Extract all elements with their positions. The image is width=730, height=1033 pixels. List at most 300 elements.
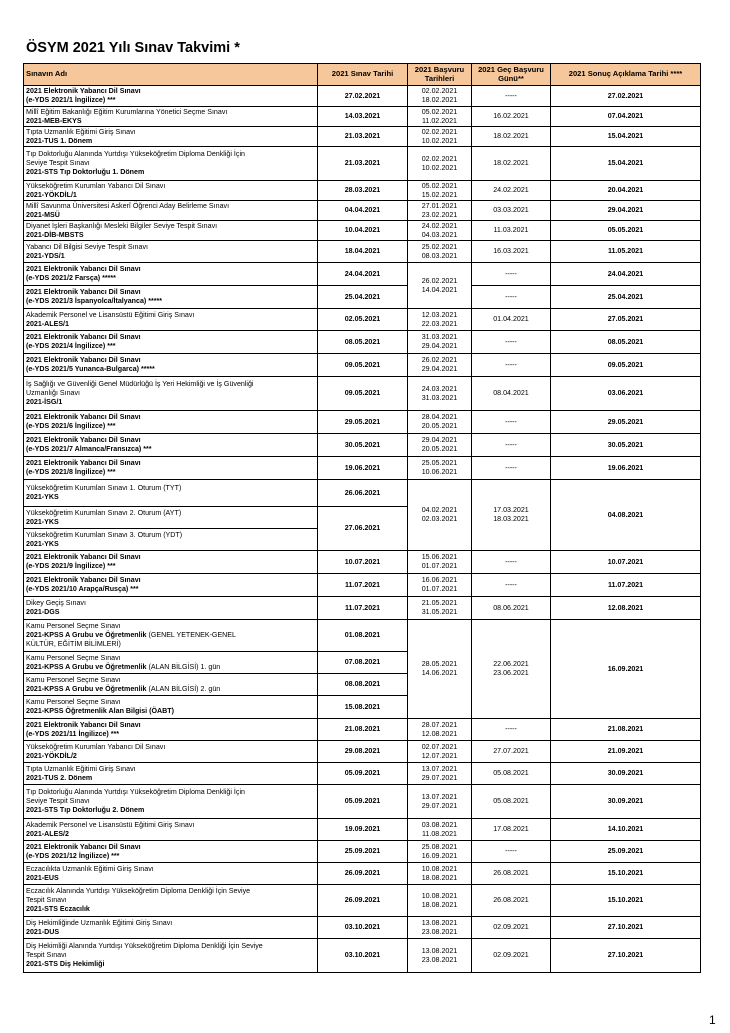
exam-name-text: 2021-STS Tıp Doktorluğu 2. Dönem xyxy=(26,805,145,814)
exam-name-line xyxy=(26,389,315,398)
exam-date-cell: 19.06.2021 xyxy=(318,457,408,480)
exam-name-line xyxy=(26,484,315,493)
application-start-date: 04.02.2021 xyxy=(421,506,458,515)
result-date-cell: 14.10.2021 xyxy=(551,819,701,841)
exam-name-line xyxy=(26,422,315,431)
late-application-date: 08.06.2021 xyxy=(493,603,529,612)
exam-name-cell xyxy=(24,885,318,917)
application-dates-cell xyxy=(408,457,472,480)
late-application-cell xyxy=(472,917,551,939)
exam-name-line xyxy=(26,797,315,806)
exam-name-text: 2021-İSG/1 xyxy=(26,397,63,406)
table-row xyxy=(24,241,701,263)
header-application-dates: 2021 Başvuru Tarihleri xyxy=(408,64,472,86)
application-start-date: 02.07.2021 xyxy=(421,742,458,751)
exam-name-cell xyxy=(24,785,318,819)
exam-date-cell: 05.09.2021 xyxy=(318,763,408,785)
application-start-date: 13.08.2021 xyxy=(421,946,458,955)
application-dates-cell xyxy=(408,597,472,620)
exam-date-cell: 21.03.2021 xyxy=(318,147,408,181)
exam-name-text: (e-YDS 2021/8 İngilizce) *** xyxy=(26,468,116,476)
late-application-date: 05.08.2021 xyxy=(493,797,529,806)
exam-name-text: (e-YDS 2021/4 İngilizce) *** xyxy=(26,342,116,350)
application-end-date: 10.02.2021 xyxy=(421,136,458,145)
late-application-cell xyxy=(472,331,551,354)
exam-name-cell xyxy=(24,86,318,107)
late-application-cell xyxy=(472,147,551,181)
application-start-date: 28.04.2021 xyxy=(421,413,458,422)
application-start-date: 13.07.2021 xyxy=(421,792,458,801)
exam-name-text: 2021-YKS xyxy=(26,517,59,526)
exam-schedule-table xyxy=(23,63,701,973)
exam-date-cell: 09.05.2021 xyxy=(318,354,408,377)
application-start-date: 03.08.2021 xyxy=(421,820,458,829)
late-application-cell xyxy=(472,785,551,819)
application-end-date: 12.07.2021 xyxy=(421,751,458,760)
late-application-date: ----- xyxy=(505,292,517,301)
application-end-date: 11.08.2021 xyxy=(422,829,457,838)
exam-date-cell: 21.08.2021 xyxy=(318,719,408,741)
header-exam-name: Sınavın Adı xyxy=(24,64,318,86)
application-dates-cell xyxy=(408,147,472,181)
application-end-date: 12.08.2021 xyxy=(421,729,458,738)
late-application-cell xyxy=(472,763,551,785)
exam-name-line xyxy=(26,622,315,631)
exam-date-cell: 21.03.2021 xyxy=(318,127,408,147)
application-end-date: 11.02.2021 xyxy=(422,116,457,125)
table-row xyxy=(24,785,701,819)
exam-date-cell: 04.04.2021 xyxy=(318,201,408,221)
exam-name-cell xyxy=(24,221,318,241)
exam-name-text: Kamu Personel Seçme Sınavı xyxy=(26,653,121,662)
exam-name-line xyxy=(26,774,315,783)
application-dates-cell xyxy=(408,939,472,973)
exam-name-text: Akademik Personel ve Lisansüstü Eğitimi Giriş Sınavı xyxy=(26,310,195,319)
application-start-date: 12.03.2021 xyxy=(421,310,458,319)
application-dates-cell xyxy=(408,411,472,434)
exam-name-cell xyxy=(24,263,318,286)
exam-name-text: Tıpta Uzmanlık Eğitimi Giriş Sınavı xyxy=(26,764,136,773)
exam-name-cell xyxy=(24,841,318,863)
exam-name-line xyxy=(26,274,315,283)
exam-name-line xyxy=(26,320,315,329)
exam-name-cell xyxy=(24,574,318,597)
table-row xyxy=(24,597,701,620)
table-row xyxy=(24,917,701,939)
application-start-date: 02.02.2021 xyxy=(421,154,458,163)
application-dates-cell xyxy=(408,841,472,863)
application-dates-cell xyxy=(408,127,472,147)
exam-name-text: KÜLTÜR, EĞİTİM BİLİMLERİ) xyxy=(26,639,121,648)
exam-name-cell xyxy=(24,354,318,377)
application-dates-cell xyxy=(408,107,472,127)
exam-date-cell: 29.05.2021 xyxy=(318,411,408,434)
exam-name-text: 2021 Elektronik Yabancı Dil Sınavı xyxy=(26,720,141,729)
late-application-date: 02.09.2021 xyxy=(493,951,529,960)
exam-name-line xyxy=(26,585,315,594)
exam-name-line xyxy=(26,576,315,585)
exam-name-text: Tespit Sınavı xyxy=(26,951,67,960)
exam-name-text: 2021 Elektronik Yabancı Dil Sınavı xyxy=(26,459,141,468)
exam-name-line xyxy=(26,342,315,351)
exam-name-line xyxy=(26,698,315,707)
exam-name-line xyxy=(26,852,315,861)
application-end-date: 20.05.2021 xyxy=(421,422,458,430)
result-date-cell: 07.04.2021 xyxy=(551,107,701,127)
exam-name-line xyxy=(26,685,315,694)
late-application-date: ----- xyxy=(505,440,517,449)
application-start-date: 26.02.2021 xyxy=(421,276,458,285)
application-dates-cell xyxy=(408,377,472,411)
result-date-cell: 11.05.2021 xyxy=(551,241,701,263)
exam-name-cell xyxy=(24,674,318,696)
application-dates-cell xyxy=(408,86,472,107)
application-start-date: 21.05.2021 xyxy=(421,599,458,608)
application-end-date: 16.09.2021 xyxy=(421,851,458,860)
application-dates-cell xyxy=(408,241,472,263)
exam-name-line xyxy=(26,960,315,969)
result-date-cell: 30.09.2021 xyxy=(551,763,701,785)
exam-name-text: 2021-KPSS A Grubu ve Öğretmenlik xyxy=(26,684,147,693)
exam-name-line xyxy=(26,928,315,937)
exam-name-text: Eczacılıkta Uzmanlık Eğitimi Giriş Sınavı xyxy=(26,864,154,873)
exam-name-text: 2021-YDS/1 xyxy=(26,251,65,260)
exam-name-line xyxy=(26,365,315,374)
late-application-date: ----- xyxy=(505,557,517,566)
application-start-date: 27.01.2021 xyxy=(421,201,458,210)
application-end-date: 18.08.2021 xyxy=(421,900,458,909)
late-application-cell xyxy=(472,719,551,741)
result-date-cell: 27.10.2021 xyxy=(551,939,701,973)
late-application-cell xyxy=(472,221,551,241)
table-row xyxy=(24,741,701,763)
exam-date-cell: 08.05.2021 xyxy=(318,331,408,354)
result-date-cell: 29.04.2021 xyxy=(551,201,701,221)
late-application-date: ----- xyxy=(505,417,517,426)
exam-name-text: 2021 Elektronik Yabancı Dil Sınavı xyxy=(26,87,141,96)
exam-date-cell: 27.02.2021 xyxy=(318,86,408,107)
exam-name-text: Seviye Tespit Sınavı xyxy=(26,159,90,168)
exam-name-text: 2021 Elektronik Yabancı Dil Sınavı xyxy=(26,553,141,562)
exam-date-cell: 10.04.2021 xyxy=(318,221,408,241)
exam-name-cell xyxy=(24,939,318,973)
exam-name-text: Kamu Personel Seçme Sınavı xyxy=(26,698,121,707)
application-end-date: 01.07.2021 xyxy=(421,585,458,593)
exam-name-line xyxy=(26,640,315,649)
late-application-date: 16.02.2021 xyxy=(493,112,529,121)
application-start-date: 29.04.2021 xyxy=(421,436,458,445)
late-application-cell xyxy=(472,127,551,147)
exam-name-line xyxy=(26,128,315,137)
exam-name-text: 2021-STS Eczacılık xyxy=(26,904,90,913)
late-application-date-2: 23.06.2021 xyxy=(493,669,529,677)
exam-date-cell: 05.09.2021 xyxy=(318,785,408,819)
exam-name-line xyxy=(26,919,315,928)
exam-name-line xyxy=(26,297,315,306)
exam-name-line xyxy=(26,887,315,896)
late-application-date-2: 18.03.2021 xyxy=(493,515,529,523)
application-dates-cell xyxy=(408,719,472,741)
exam-name-line xyxy=(26,730,315,739)
header-late-application: 2021 Geç Başvuru Günü** xyxy=(472,64,551,86)
exam-name-text: 2021 Elektronik Yabancı Dil Sınavı xyxy=(26,288,141,297)
application-dates-cell xyxy=(408,819,472,841)
result-date-cell: 04.08.2021 xyxy=(551,480,701,551)
exam-name-cell xyxy=(24,457,318,480)
exam-name-text: Millî Eğitim Bakanlığı Eğitim Kurumlarına Yönetici Seçme Sınavı xyxy=(26,107,228,116)
table-row xyxy=(24,939,701,973)
exam-name-text: (e-YDS 2021/7 Almanca/Fransızca) *** xyxy=(26,445,152,453)
application-end-date: 18.02.2021 xyxy=(421,96,458,104)
table-row xyxy=(24,181,701,201)
late-application-date: ----- xyxy=(505,463,517,472)
result-date-cell: 19.06.2021 xyxy=(551,457,701,480)
application-start-date: 28.05.2021 xyxy=(421,660,458,669)
application-dates-cell xyxy=(408,785,472,819)
table-body xyxy=(24,86,701,973)
exam-name-cell xyxy=(24,551,318,574)
late-application-cell xyxy=(472,741,551,763)
application-start-date: 26.02.2021 xyxy=(421,356,458,365)
late-application-date: 18.02.2021 xyxy=(493,159,529,168)
exam-name-cell xyxy=(24,620,318,652)
table-row xyxy=(24,411,701,434)
application-start-date: 25.08.2021 xyxy=(421,842,458,851)
exam-name-line xyxy=(26,493,315,502)
exam-name-line xyxy=(26,288,315,297)
table-row xyxy=(24,354,701,377)
exam-date-cell: 26.09.2021 xyxy=(318,863,408,885)
exam-date-cell: 10.07.2021 xyxy=(318,551,408,574)
application-dates-cell xyxy=(408,741,472,763)
application-start-date: 13.08.2021 xyxy=(421,918,458,927)
exam-name-line xyxy=(26,413,315,422)
exam-name-line xyxy=(26,843,315,852)
table-row xyxy=(24,201,701,221)
exam-name-line xyxy=(26,874,315,883)
application-end-date: 04.03.2021 xyxy=(421,230,458,239)
exam-name-text: Diyanet İşleri Başkanlığı Mesleki Bilgiler Seviye Tespit Sınavı xyxy=(26,221,218,230)
exam-name-text: 2021 Elektronik Yabancı Dil Sınavı xyxy=(26,413,141,422)
application-start-date: 25.05.2021 xyxy=(421,459,458,468)
exam-name-text: Dikey Geçiş Sınavı xyxy=(26,599,86,608)
exam-name-text: Tespit Sınavı xyxy=(26,896,67,905)
late-application-cell xyxy=(472,457,551,480)
exam-name-line xyxy=(26,436,315,445)
exam-name-text: Yükseköğretim Kurumları Yabancı Dil Sınavı xyxy=(26,181,166,190)
exam-name-text: 2021 Elektronik Yabancı Dil Sınavı xyxy=(26,436,141,445)
exam-name-line xyxy=(26,137,315,146)
exam-name-line xyxy=(26,721,315,730)
result-date-cell: 24.04.2021 xyxy=(551,263,701,286)
application-dates-cell xyxy=(408,434,472,457)
late-application-cell xyxy=(472,86,551,107)
exam-name-line xyxy=(26,599,315,608)
late-application-cell xyxy=(472,841,551,863)
exam-name-text: 2021-ALES/1 xyxy=(26,319,69,328)
application-dates-cell xyxy=(408,620,472,719)
exam-date-cell: 25.04.2021 xyxy=(318,286,408,309)
result-date-cell: 30.05.2021 xyxy=(551,434,701,457)
exam-date-cell: 25.09.2021 xyxy=(318,841,408,863)
exam-name-line xyxy=(26,663,315,672)
result-date-cell: 15.04.2021 xyxy=(551,127,701,147)
application-start-date: 02.02.2021 xyxy=(421,87,458,96)
table-row xyxy=(24,107,701,127)
exam-name-cell xyxy=(24,696,318,719)
late-application-cell xyxy=(472,863,551,885)
application-end-date: 29.04.2021 xyxy=(421,365,458,373)
exam-name-text: Uzmanlığı Sınavı xyxy=(26,389,81,398)
late-application-date: 27.07.2021 xyxy=(493,747,529,756)
exam-name-cell xyxy=(24,652,318,674)
exam-name-text: (e-YDS 2021/5 Yunanca-Bulgarca) ***** xyxy=(26,365,155,373)
result-date-cell: 20.04.2021 xyxy=(551,181,701,201)
exam-name-cell xyxy=(24,241,318,263)
late-application-date: 18.02.2021 xyxy=(493,132,529,141)
result-date-cell: 27.05.2021 xyxy=(551,309,701,331)
late-application-cell xyxy=(472,551,551,574)
exam-date-cell: 28.03.2021 xyxy=(318,181,408,201)
late-application-date: 24.02.2021 xyxy=(493,186,529,195)
exam-name-line xyxy=(26,905,315,914)
exam-name-text: (e-YDS 2021/1 İngilizce) *** xyxy=(26,96,116,104)
application-end-date: 29.04.2021 xyxy=(421,342,458,350)
application-end-date: 08.03.2021 xyxy=(421,251,458,260)
result-date-cell: 15.10.2021 xyxy=(551,885,701,917)
table-row xyxy=(24,719,701,741)
late-application-date: 17.03.2021 xyxy=(493,506,529,515)
exam-name-text: (e-YDS 2021/6 İngilizce) *** xyxy=(26,422,116,430)
result-date-cell: 09.05.2021 xyxy=(551,354,701,377)
exam-name-text: Diş Hekimliği Alanında Yurtdışı Yükseköğretim Diploma Denkliği İçin Seviye xyxy=(26,942,263,951)
exam-name-text: Millî Savunma Üniversitesi Askerî Öğrenci Aday Belirleme Sınavı xyxy=(26,201,230,210)
header-result-date: 2021 Sonuç Açıklama Tarihi **** xyxy=(551,64,701,86)
exam-name-text: 2021-STS Diş Hekimliği xyxy=(26,959,105,968)
exam-name-text: 2021-MSÜ xyxy=(26,210,60,219)
late-application-cell xyxy=(472,377,551,411)
application-dates-cell xyxy=(408,221,472,241)
exam-name-text: 2021-YÖKDİL/1 xyxy=(26,190,77,199)
exam-name-line xyxy=(26,707,315,716)
exam-name-line xyxy=(26,333,315,342)
exam-date-cell: 03.10.2021 xyxy=(318,939,408,973)
exam-name-line xyxy=(26,356,315,365)
result-date-cell: 21.09.2021 xyxy=(551,741,701,763)
result-date-cell: 05.05.2021 xyxy=(551,221,701,241)
exam-name-cell xyxy=(24,377,318,411)
application-end-date: 31.03.2021 xyxy=(421,393,458,402)
table-row xyxy=(24,127,701,147)
late-application-date: 26.08.2021 xyxy=(493,869,529,878)
application-end-date: 29.07.2021 xyxy=(421,801,458,810)
exam-name-text: Yükseköğretim Kurumları Sınavı 3. Oturum (YDT) xyxy=(26,530,183,539)
late-application-date: 17.08.2021 xyxy=(493,825,529,834)
late-application-date: ----- xyxy=(505,725,517,734)
late-application-date: ----- xyxy=(505,580,517,589)
table-row xyxy=(24,819,701,841)
application-end-date: 18.08.2021 xyxy=(421,873,458,882)
table-row xyxy=(24,221,701,241)
exam-name-cell xyxy=(24,597,318,620)
late-application-date: 01.04.2021 xyxy=(493,315,529,324)
exam-name-line xyxy=(26,743,315,752)
application-dates-cell xyxy=(408,574,472,597)
application-start-date: 31.03.2021 xyxy=(421,333,458,342)
exam-name-cell xyxy=(24,411,318,434)
application-end-date: 02.03.2021 xyxy=(421,515,458,523)
table-row xyxy=(24,551,701,574)
late-application-date: 26.08.2021 xyxy=(493,896,529,905)
exam-name-suffix: (ALAN BİLGİSİ) 2. gün xyxy=(146,684,221,693)
exam-name-text: 2021 Elektronik Yabancı Dil Sınavı xyxy=(26,333,141,342)
application-dates-cell xyxy=(408,309,472,331)
exam-name-line xyxy=(26,553,315,562)
exam-name-text: (e-YDS 2021/9 İngilizce) *** xyxy=(26,562,116,570)
application-dates-cell xyxy=(408,885,472,917)
header-exam-date: 2021 Sınav Tarihi xyxy=(318,64,408,86)
exam-name-line xyxy=(26,398,315,407)
result-date-cell: 25.04.2021 xyxy=(551,286,701,309)
application-start-date: 13.07.2021 xyxy=(421,764,458,773)
table-header-row xyxy=(24,64,701,86)
exam-name-line xyxy=(26,540,315,549)
exam-name-line xyxy=(26,531,315,540)
exam-name-cell xyxy=(24,309,318,331)
late-application-date: 11.03.2021 xyxy=(493,226,529,235)
table-row xyxy=(24,286,701,309)
application-end-date: 31.05.2021 xyxy=(421,608,458,616)
result-date-cell: 15.04.2021 xyxy=(551,147,701,181)
exam-name-text: 2021 Elektronik Yabancı Dil Sınavı xyxy=(26,576,141,585)
exam-name-cell xyxy=(24,480,318,507)
exam-date-cell: 24.04.2021 xyxy=(318,263,408,286)
late-application-date: ----- xyxy=(505,91,517,100)
application-end-date: 20.05.2021 xyxy=(421,445,458,453)
exam-name-text: Tıp Doktorluğu Alanında Yurtdışı Yükseköğretim Diploma Denkliği İçin xyxy=(26,150,245,159)
late-application-cell xyxy=(472,286,551,309)
exam-name-text: 2021-TUS 2. Dönem xyxy=(26,773,93,782)
application-dates-cell xyxy=(408,181,472,201)
late-application-cell xyxy=(472,434,551,457)
late-application-date: 08.04.2021 xyxy=(493,389,529,398)
exam-name-cell xyxy=(24,917,318,939)
exam-name-line xyxy=(26,942,315,951)
exam-name-line xyxy=(26,202,315,211)
exam-name-line xyxy=(26,445,315,454)
result-date-cell: 03.06.2021 xyxy=(551,377,701,411)
late-application-cell xyxy=(472,241,551,263)
exam-date-cell: 26.09.2021 xyxy=(318,885,408,917)
exam-name-text: (e-YDS 2021/10 Arapça/Rusça) *** xyxy=(26,585,139,593)
application-dates-cell xyxy=(408,331,472,354)
application-start-date: 24.02.2021 xyxy=(421,221,458,230)
exam-name-line xyxy=(26,459,315,468)
application-start-date: 24.03.2021 xyxy=(421,384,458,393)
page-number: 1 xyxy=(709,1013,716,1027)
result-date-cell: 12.08.2021 xyxy=(551,597,701,620)
result-date-cell: 29.05.2021 xyxy=(551,411,701,434)
application-end-date: 23.08.2021 xyxy=(421,955,458,964)
exam-name-line xyxy=(26,509,315,518)
exam-name-cell xyxy=(24,529,318,551)
table-row xyxy=(24,620,701,652)
application-dates-cell xyxy=(408,763,472,785)
exam-name-line xyxy=(26,562,315,571)
application-start-date: 05.02.2021 xyxy=(421,181,458,190)
exam-name-suffix: (ALAN BİLGİSİ) 1. gün xyxy=(146,662,221,671)
late-application-date: ----- xyxy=(505,360,517,369)
